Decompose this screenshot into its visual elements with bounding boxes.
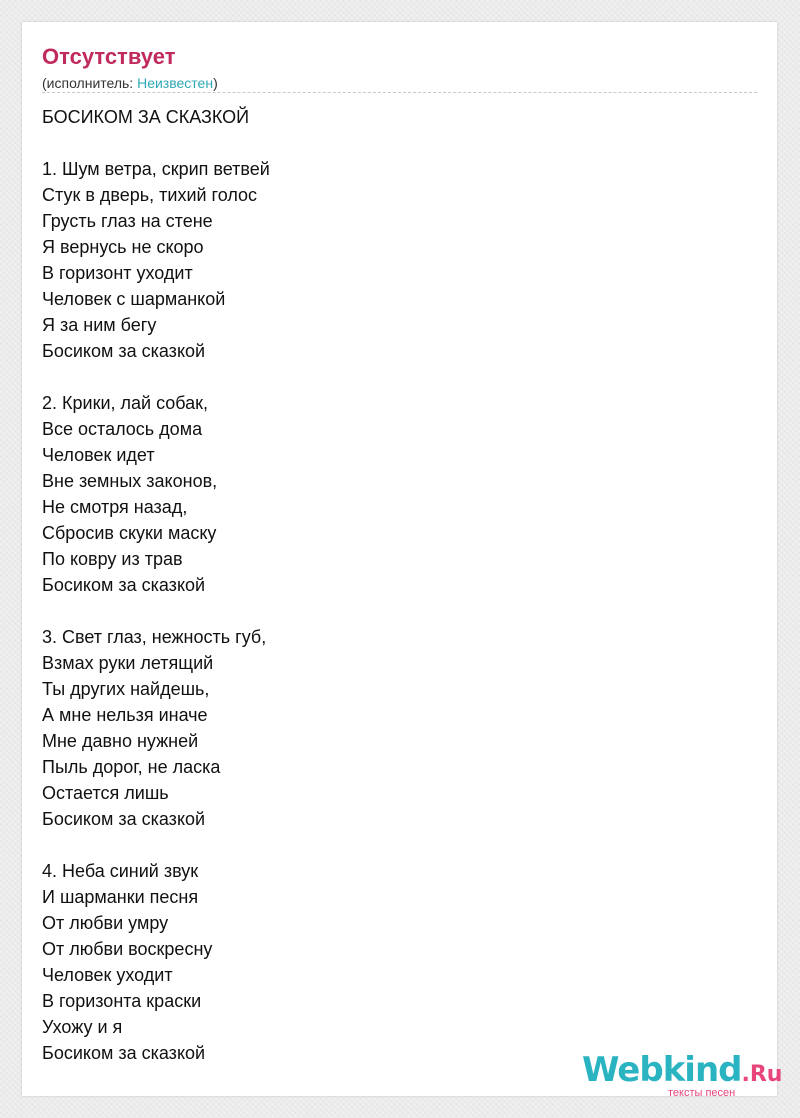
lyric-line: Босиком за сказкой xyxy=(42,575,206,595)
artist-line xyxy=(42,73,757,93)
lyric-line: Человек уходит xyxy=(42,965,173,985)
logo-word: Webkind xyxy=(582,1050,742,1090)
artist-prefix: (исполнитель: xyxy=(42,75,138,91)
lyric-line: Босиком за сказкой xyxy=(42,809,206,829)
lyric-line: 4. Неба синий звук xyxy=(42,861,199,881)
lyric-line: А мне нельзя иначе xyxy=(42,705,208,725)
lyric-line: И шарманки песня xyxy=(42,887,199,907)
lyric-line: Человек идет xyxy=(42,445,155,465)
lyric-line: Стук в дверь, тихий голос xyxy=(42,185,258,205)
verse-3 xyxy=(42,624,757,832)
verse-gap xyxy=(42,130,757,156)
lyric-line: Взмах руки летящий xyxy=(42,653,214,673)
lyric-line: В горизонта краски xyxy=(42,991,202,1011)
lyric-line: Человек с шарманкой xyxy=(42,289,226,309)
song-header xyxy=(42,42,757,93)
lyric-line: Босиком за сказкой xyxy=(42,341,206,361)
lyric-line: Все осталось дома xyxy=(42,419,203,439)
lyric-line: 2. Крики, лай собак, xyxy=(42,393,209,413)
lyric-line: 3. Свет глаз, нежность губ, xyxy=(42,627,267,647)
lyric-line: Босиком за сказкой xyxy=(42,1043,206,1063)
lyric-line: Грусть глаз на стене xyxy=(42,211,213,231)
lyric-line: В горизонт уходит xyxy=(42,263,193,283)
verse-1 xyxy=(42,156,757,364)
lyric-line: Ты других найдешь, xyxy=(42,679,210,699)
lyric-line: По ковру из трав xyxy=(42,549,183,569)
lyric-line: От любви воскресну xyxy=(42,939,213,959)
lyric-line: Пыль дорог, не ласка xyxy=(42,757,221,777)
lyric-line: 1. Шум ветра, скрип ветвей xyxy=(42,159,270,179)
lyric-line: Остается лишь xyxy=(42,783,169,803)
lyrics-body xyxy=(42,104,757,1066)
artist-link[interactable]: Неизвестен xyxy=(137,75,214,91)
song-title: Отсутствует xyxy=(42,44,176,69)
logo-tagline: тексты песен xyxy=(668,1087,736,1099)
lyric-line: Не смотря назад, xyxy=(42,497,188,517)
verse-4 xyxy=(42,858,757,1066)
logo-tld: .Ru xyxy=(741,1062,783,1087)
verse-gap xyxy=(42,832,757,858)
lyric-line: Ухожу и я xyxy=(42,1017,123,1037)
lyric-line: Я за ним бегу xyxy=(42,315,157,335)
lyric-line: Сбросив скуки маску xyxy=(42,523,217,543)
lyrics-sheet xyxy=(22,22,783,1099)
lyric-line: Вне земных законов, xyxy=(42,471,218,491)
lyric-line: Я вернусь не скоро xyxy=(42,237,204,257)
verse-2 xyxy=(42,390,757,598)
verse-gap xyxy=(42,598,757,624)
header-divider xyxy=(42,92,757,93)
artist-suffix: ) xyxy=(213,75,218,91)
lyrics-heading: БОСИКОМ ЗА СКАЗКОЙ xyxy=(42,107,250,127)
lyric-line: Мне давно нужней xyxy=(42,731,199,751)
verse-gap xyxy=(42,364,757,390)
lyric-line: От любви умру xyxy=(42,913,169,933)
webkind-logo[interactable] xyxy=(582,1050,782,1100)
